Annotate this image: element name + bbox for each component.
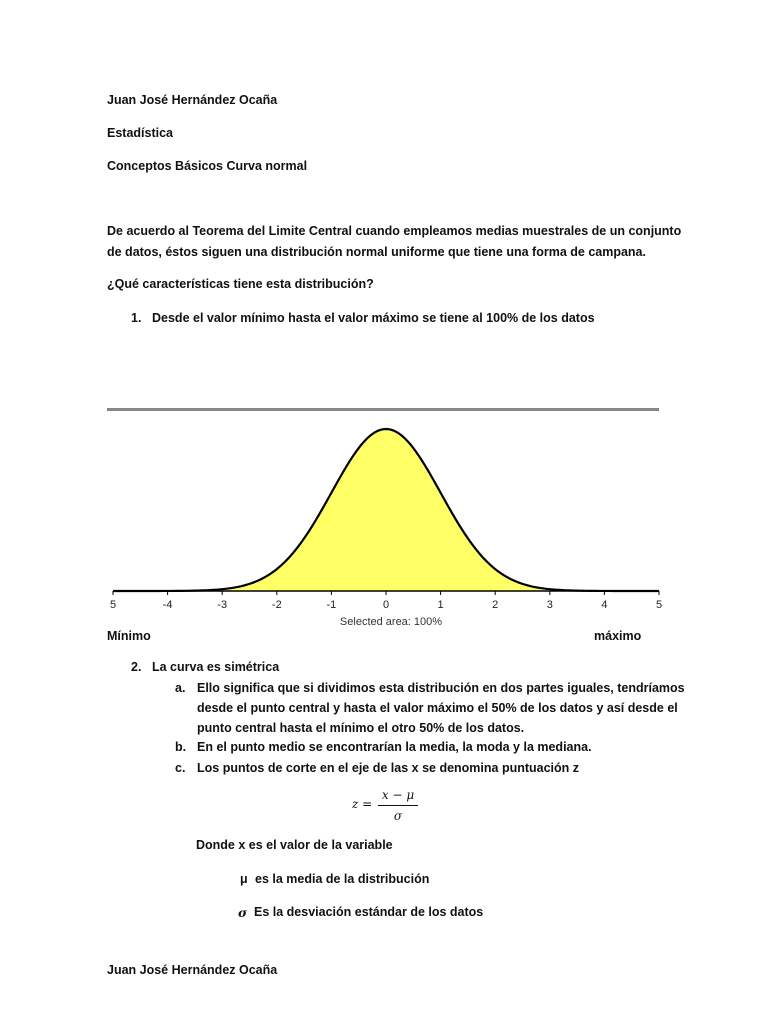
question-heading: ¿Qué características tiene esta distribución? bbox=[107, 277, 374, 291]
subject-title: Estadística bbox=[107, 126, 174, 140]
max-label: máximo bbox=[594, 629, 642, 643]
x-tick-label: 5 bbox=[109, 599, 117, 611]
definition-x: Donde x es el valor de la variable bbox=[196, 838, 393, 852]
subitem-a-letter: a. bbox=[175, 681, 186, 695]
x-tick-label: 4 bbox=[601, 599, 608, 611]
x-axis-ticks bbox=[110, 591, 662, 611]
subitem-c-letter: c. bbox=[175, 761, 186, 775]
subitem-a-line-3: punto central hasta el mínimo el otro 50% de los datos. bbox=[197, 721, 525, 735]
x-tick-label: -2 bbox=[271, 599, 282, 611]
topic-title: Conceptos Básicos Curva normal bbox=[107, 159, 308, 173]
formula-denominator: σ bbox=[393, 809, 403, 823]
x-tick-label: -3 bbox=[217, 599, 228, 611]
item-2-number: 2. bbox=[131, 660, 142, 674]
curve-shaded-area bbox=[113, 429, 659, 591]
x-tick-label: 3 bbox=[546, 599, 553, 611]
min-label: Mínimo bbox=[107, 629, 151, 643]
definition-mu: es la media de la distribución bbox=[255, 872, 430, 886]
mu-symbol: μ bbox=[240, 872, 248, 886]
item-2-title: La curva es simétrica bbox=[152, 660, 280, 674]
x-tick-label: -4 bbox=[162, 599, 173, 611]
subitem-a-line-1: Ello significa que si dividimos esta distribución en dos partes iguales, tendríamos bbox=[197, 681, 685, 695]
normal-curve-chart bbox=[107, 414, 663, 632]
x-tick-label: 0 bbox=[382, 599, 390, 611]
chart-top-rule bbox=[107, 408, 659, 411]
sigma-symbol: σ bbox=[238, 905, 248, 920]
item-1-text: Desde el valor mínimo hasta el valor máximo se tiene al 100% de los datos bbox=[152, 311, 595, 325]
item-1-number: 1. bbox=[131, 311, 142, 325]
formula-numerator: x − μ bbox=[381, 788, 415, 802]
intro-line-1: De acuerdo al Teorema del Limite Central cuando empleamos medias muestrales de un conjunto bbox=[107, 224, 682, 238]
formula-fraction bbox=[378, 788, 418, 823]
x-tick-label: 1 bbox=[437, 599, 444, 611]
fraction-bar bbox=[378, 805, 418, 806]
chart-caption: Selected area: 100% bbox=[339, 616, 443, 628]
subitem-a-line-2: desde el punto central y hasta el valor máximo el 50% de los datos y así desde el bbox=[197, 701, 678, 715]
x-tick-label: -1 bbox=[326, 599, 337, 611]
author-name: Juan José Hernández Ocaña bbox=[107, 93, 278, 107]
x-tick-label: 5 bbox=[655, 599, 663, 611]
intro-line-2: de datos, éstos siguen una distribución normal uniforme que tiene una forma de campana. bbox=[107, 245, 646, 259]
subitem-b-line-1: En el punto medio se encontrarían la media, la moda y la mediana. bbox=[197, 740, 592, 754]
footer-author: Juan José Hernández Ocaña bbox=[107, 963, 278, 977]
formula-lhs: z = bbox=[352, 797, 373, 811]
definition-sigma: Es la desviación estándar de los datos bbox=[254, 905, 484, 919]
x-tick-label: 2 bbox=[492, 599, 499, 611]
subitem-b-letter: b. bbox=[175, 740, 187, 754]
subitem-c-line-1: Los puntos de corte en el eje de las x se denomina puntuación z bbox=[197, 761, 580, 775]
